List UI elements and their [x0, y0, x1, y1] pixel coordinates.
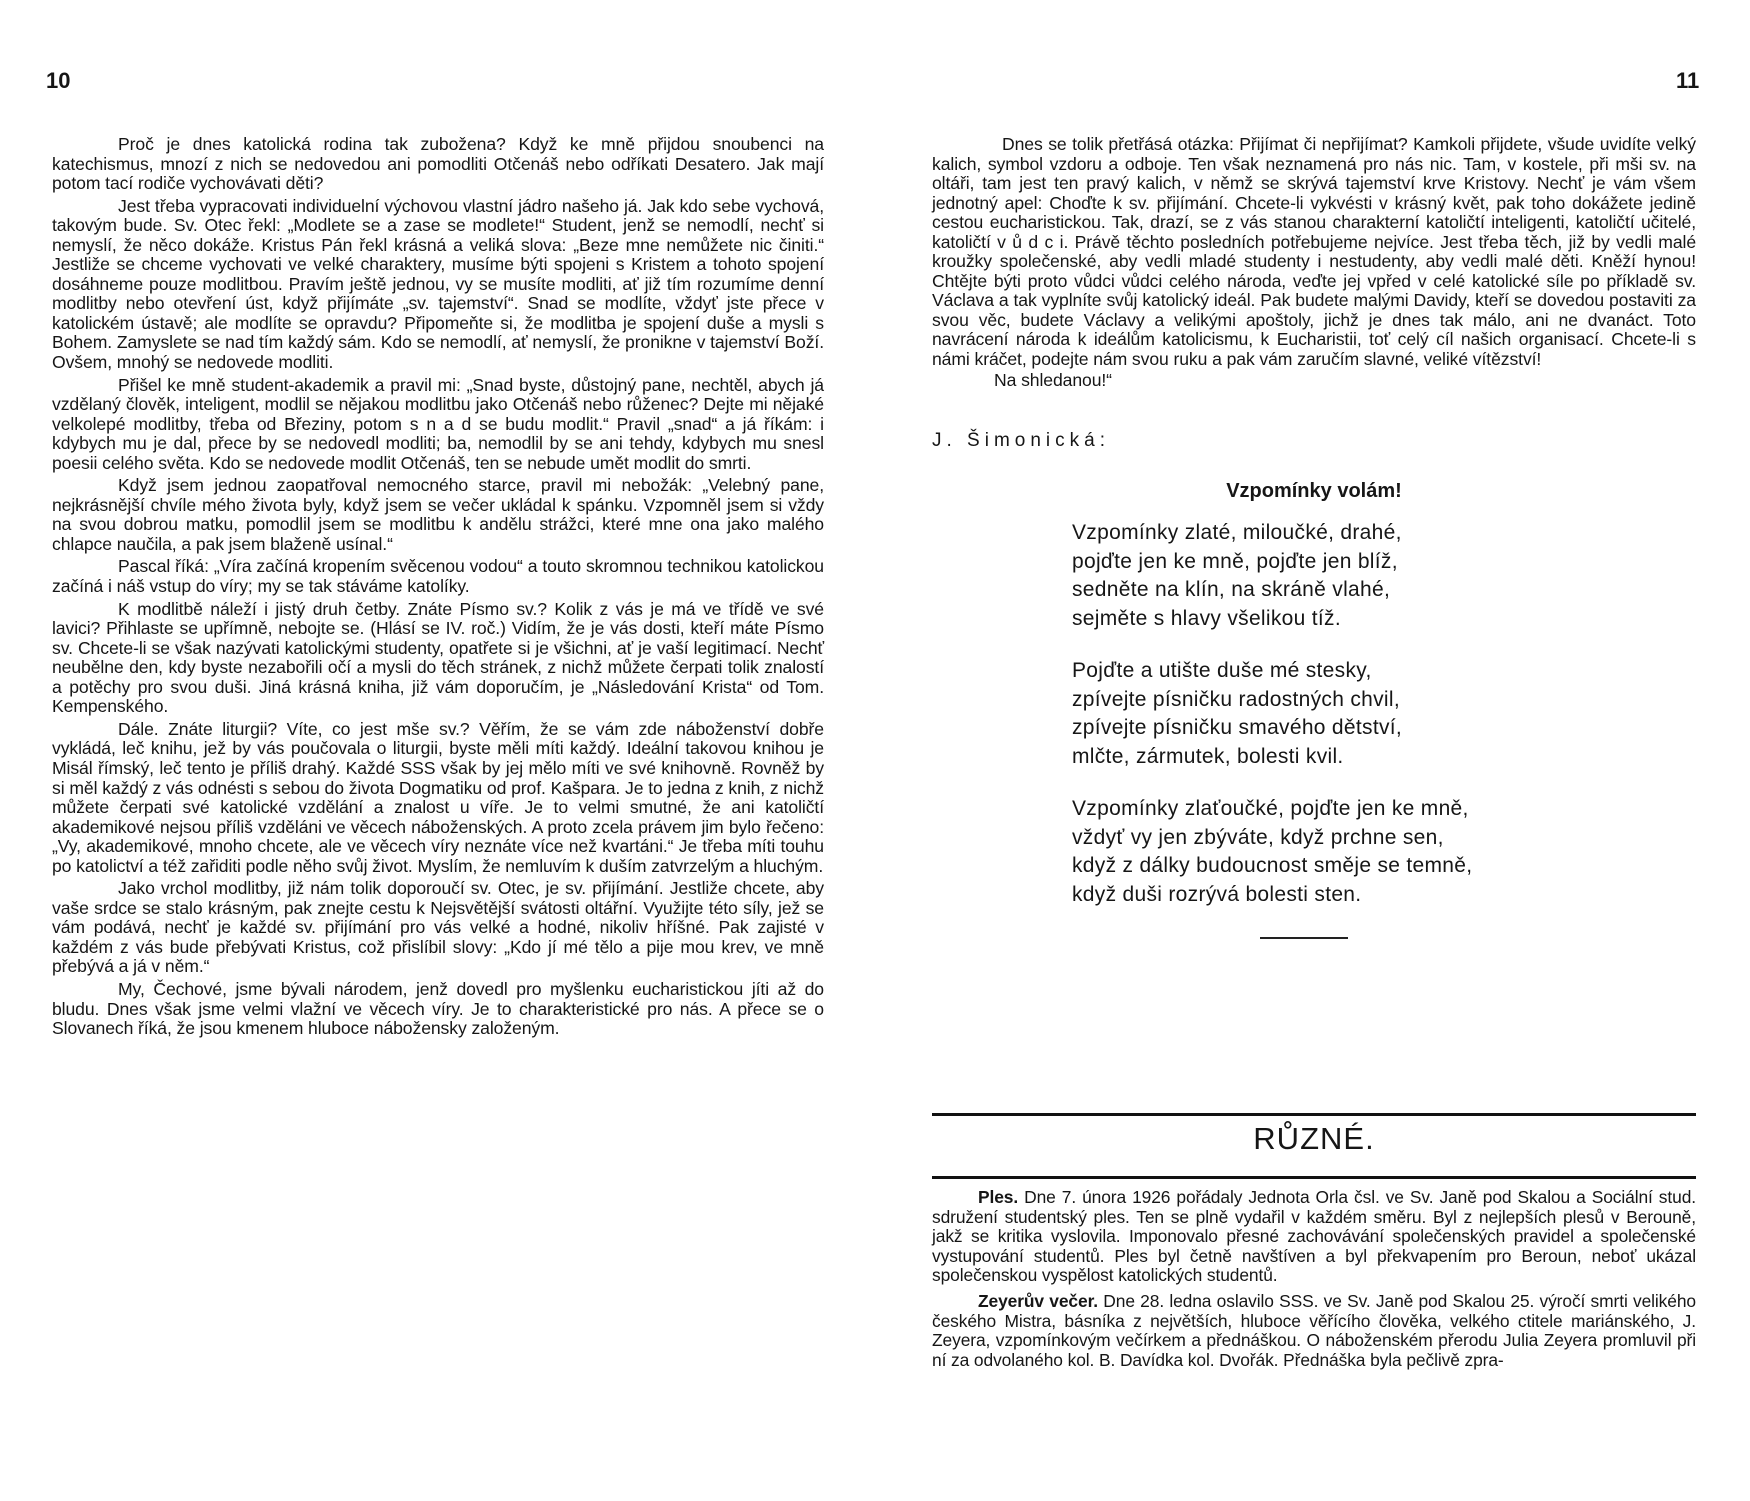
paragraph: Proč je dnes katolická rodina tak zubožena? Když ke mně přijdou snoubenci na katechismus, mnozí z nich se nedovedou ani pomodliti Otčenáš nebo odříkati Desatero. Jak mají potom tací rodiče vychovávati děti? [52, 134, 824, 194]
section-rule-bottom [932, 1176, 1696, 1179]
paragraph: Dále. Znáte liturgii? Víte, co jest mše sv.? Věřím, že se vám zde náboženství dobře vykládá, leč knihu, jež by vás poučovala o liturgii, byste měli míti každý. Ideální takovou knihou je Misál římský, leč tento je příliš drahý. Každé SSS však by jej mělo míti ve své knihovně. Rovněž by si měl každý z vás odnésti s sebou do života Dogmatiku od prof. Kašpara. Je to jedna z knih, z nichž můžete čerpati své katolické vzdělání a znalost u víře. Je to velmi smutné, že ani katoličtí akademikové nejsou příliš vzděláni ve věcech náboženských. A proto zcela právem jim bylo řečeno: „Vy, akademikové, mnoho chcete, ale ve věcech víry neznáte více než kvartáni.“ Je třeba míti touhu po katolictví a též zařiditi podle něho svůj život. Myslím, že nemluvím k duším zatvrzelým a hluchým. [52, 718, 824, 876]
poem-verse: vždyť vy jen zbýváte, když prchne sen, [1072, 825, 1444, 849]
poem-verse: Vzpomínky zlaté, miloučké, drahé, [1072, 521, 1402, 545]
news-item [932, 1292, 1696, 1370]
news-heading: Zeyerův večer. [978, 1290, 1099, 1311]
poem-stanza [1072, 519, 1696, 633]
news-text: Dne 28. ledna oslavilo SSS. ve Sv. Janě pod Skalou 25. výročí smrti velikého českého Mistra, básníka z největších, hluboce věřícího člověka, velkého ctitele mariánského, J. Zeyera, vzpomínkovým večírkem a přednáškou. O náboženském přerodu Julia Zeyera promluvil při ní za odvolaného kol. B. Davídka kol. Dvořák. Přednáška byla pečlivě zpra- [932, 1290, 1696, 1370]
poem-verse: pojďte jen ke mně, pojďte jen blíž, [1072, 549, 1398, 573]
paragraph: K modlitbě náleží i jistý druh četby. Znáte Písmo sv.? Kolik z vás je má ve třídě ve své lavici? Přihlaste se upřímně, nebojte se. (Hlásí se IV. roč.) Vidím, že je vás dosti, kteří máte Písmo sv. Chcete-li se však nazývati katolickými studenty, opatřete si je všichni, ať je vaší legitimací. Nechť neubělne den, kdy byste nezabořili očí a mysli do těch stránek, z nichž můžete čerpati tolik znalostí a potěchy pro svou duši. Jiná krásná kniha, již vám doporučím, je „Následování Krista“ od Tom. Kempenského. [52, 598, 824, 717]
page-number-left: 10 [46, 68, 71, 93]
poem-verse: sejměte s hlavy všelikou tíž. [1072, 606, 1341, 630]
farewell-line: Na shledanou!“ [994, 369, 1112, 390]
section-rule-top [932, 1113, 1696, 1116]
poem-verse: když z dálky budoucnost směje se temně, [1072, 854, 1473, 878]
paragraph: My, Čechové, jsme bývali národem, jenž dovedl pro myšlenku eucharistickou jíti až do bludu. Dnes však jsme velmi vlažní ve věcech víry. Je to charakteristické pro nás. A přece se o Slovanech říká, že jsou kmenem hluboce nábožensky založeným. [52, 978, 824, 1039]
paragraph: Jako vrchol modlitby, již nám tolik doporoučí sv. Otec, je sv. přijímání. Jestliže chcete, aby vaše srdce se stalo krásným, pak znejte cestu k Nejsvětější svátosti oltářní. Využijte této síly, jež se vám podává, nechť je každé sv. přijímání pro vás velké a hodné, nikoliv hříšné. Pak zajisté v každém z vás bude přebývati Kristus, což přislíbil slovy: „Kdo jí mé tělo a pije mou krev, ve mně přebývá a já v něm.“ [52, 878, 824, 977]
left-page-text [52, 135, 824, 1039]
poem-verse: Pojďte a utište duše mé stesky, [1072, 659, 1372, 683]
news-items [932, 1188, 1696, 1370]
poem-stanza [1072, 657, 1696, 771]
poem-verse: zpívejte písničku radostných chvil, [1072, 687, 1400, 711]
right-page-text [932, 135, 1696, 939]
poem [932, 519, 1696, 909]
paragraph: Pascal říká: „Víra začíná kropením svěcenou vodou“ a touto skromnou technikou katolickou začíná i náš vstup do víry; my se tak stáváme katolíky. [52, 556, 824, 597]
poem-stanza [1072, 795, 1696, 909]
poem-title: Vzpomínky volám! [1226, 480, 1402, 503]
page-number-right: 11 [1676, 68, 1700, 93]
poem-verse: Vzpomínky zlaťoučké, pojďte jen ke mně, [1072, 797, 1469, 821]
paragraph: Přišel ke mně student-akademik a pravil mi: „Snad byste, důstojný pane, nechtěl, abych já vzdělaný člověk, inteligent, modlil se nějakou modlitbu jako Otčenáš nebo růženec? Dejte mi nějaké velkolepé modlitby, třeba od Březiny, potom s n a d se budu modlit.“ Pravil „snad“ a já říkám: i kdybych mu je dal, přece by se nedovedl modliti; ba, nemodlil by se ani tehdy, kdybych mu snesl poesii celého světa. Kdo se nedovede modlit Otčenáš, ten se nebude umět modlit do smrti. [52, 374, 824, 473]
news-item [932, 1188, 1696, 1286]
news-heading: Ples. [978, 1187, 1019, 1207]
paragraph: Když jsem jednou zaopatřoval nemocného starce, pravil mi nebožák: „Velebný pane, nejkrásnější chvíle mého života byly, když jsem se večer ukládal k spánku. Vzpomněl jsem si vždy na svou dobrou matku, pomodlil jsem se modlitbu k andělu strážci, které mne ona jako malého chlapce naučila, a pak jsem blaženě usínal.“ [52, 475, 824, 554]
poem-verse: sedněte na klín, na skráně vlahé, [1072, 578, 1391, 602]
paragraph: Jest třeba vypracovati individuelní výchovou vlastní jádro našeho já. Jak kdo sebe vychová, takovým bude. Sv. Otec řekl: „Modlete se a zase se modlete!“ Student, jenž se nemodlí, nechť si nemyslí, že něco dokáže. Kristus Pán řekl krásná a veliká slova: „Beze mne nemůžete nic činiti.“ Jestliže se chceme vychovati ve velké charaktery, musíme býti spojeni s Kristem a tohoto spojení dosáhneme pouze modlitbou. Pravím ještě jednou, vy se musíte modliti, ať již tím rozumíme denní modlitby nebo otevření úst, když přijímáte „sv. tajemství“. Snad se modlíte, vždyť jste přece v katolickém ústavě; ale modlíte se opravdu? Připomeňte si, že modlitba je spojení duše a mysli s Bohem. Zamyslete se nad tím každý sám. Kdo se nemodlí, ať nemyslí, že pronikne v tajemství Boží. Ovšem, mnohý se nedovede modliti. [52, 195, 824, 373]
poem-end-rule [1260, 937, 1348, 938]
poem-author: J. Šimonická: [932, 430, 1110, 452]
news-text: Dne 7. února 1926 pořádaly Jednota Orla čsl. ve Sv. Janě pod Skalou a Sociální stud. sdružení studentský ples. Ten se plně vydařil v každém směru. Byl z nejlepších plesů v Berouně, jakž se kritika vyslovila. Imponovalo přesné zachovávání společenských pravidel a společenské vystupování studentů. Ples byl četně navštíven a byl překvapením pro Beroun, neboť ukázal společenskou vyspělost katolických studentů. [932, 1187, 1697, 1286]
poem-verse: když duši rozrývá bolesti sten. [1072, 882, 1362, 906]
poem-verse: zpívejte písničku smavého dětství, [1072, 716, 1403, 740]
poem-verse: mlčte, zármutek, bolesti kvil. [1072, 744, 1344, 768]
paragraph: Dnes se tolik přetřásá otázka: Přijímat či nepřijímat? Kamkoli přijdete, všude uvidíte velký kalich, symbol vzdoru a odboje. Ten však neznamená pro nás nic. Tam, v kostele, při mši sv. na oltáři, tam jest ten pravý kalich, v němž se skrývá tajemství krve Kristovy. Nechť je vám všem jednotný apel: Choďte k sv. přijímání. Chcete-li vykvésti v krásný květ, pak toho dokážete jedině cestou eucharistickou. Tak, drazí, se z vás stanou charakterní katoličtí inteligenti, katoličtí učitelé, katoličtí v ů d c i. Právě těchto posledních potřebujeme nejvíce. Jest třeba těch, již by vedli malé kroužky společenské, aby vedli mladé studenty i nestudenty, aby vedli malé děti. Kněží hynou! Chtějte býti proto vůdci vůdci celého národa, veďte jej vpřed v celé katolické síle po příkladě sv. Václava a tak vyplníte svůj katolický ideál. Pak budete malými Davidy, kteří se dovedou postaviti za svou věc, budete Václavy a velikými apoštoly, jichž je dnes tak málo, ani ne dvanáct. Toto navrácení národa k ideálům katolicismu, k Eucharistii, toť celý cíl našich organisací. Chcete-li s námi kráčet, podejte nám svou ruku a pak vám zaručím slavné, veliké vítězství! [932, 134, 1696, 370]
section-title: RŮZNÉ. [1253, 1121, 1375, 1156]
